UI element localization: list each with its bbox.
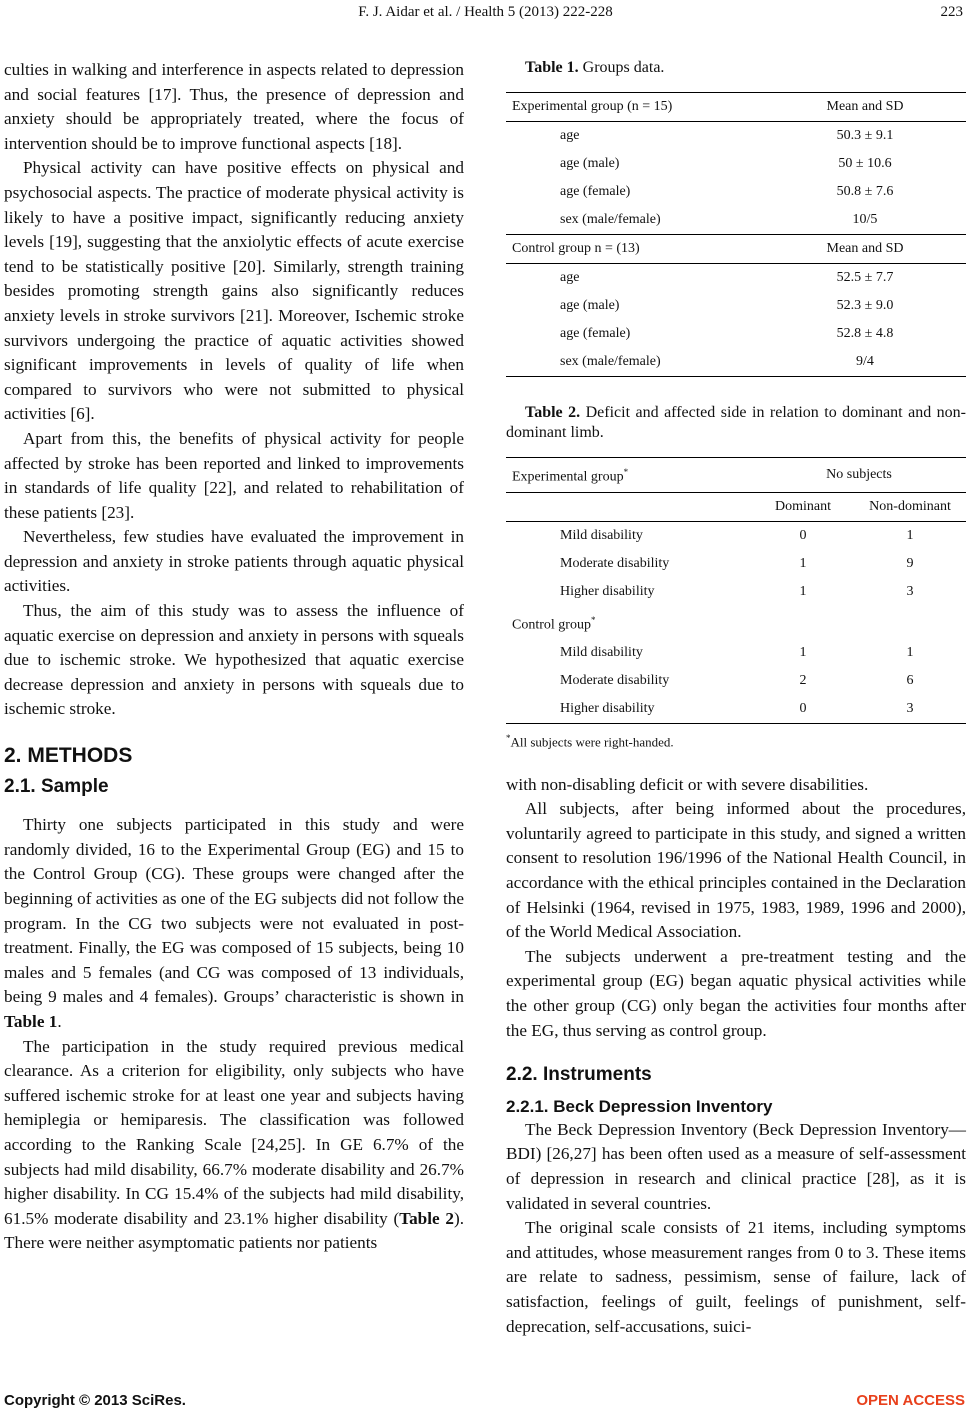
right-column [506,58,966,1339]
paragraph: The original scale consists of 21 items, including symptoms and attitudes, whose measurement ranges from 0 to 3. These items are relate to sadness, pessimism, sense of failure, lack of satisfaction, feelings of guilt, feelings of punishment, self-deprecation, self-accusations, suici- [506,1218,966,1336]
table2-cell-nondom: 3 [906,583,914,599]
table1-value: 50.3 ± 9.1 [836,128,894,143]
paragraph: The subjects underwent a pre-treatment testing and the experimental group (EG) began aquatic physical activities while the other group (CG) only began the activities four months after the EG, thus serving as control group. [506,946,966,1040]
page-number: 223 [940,4,963,20]
table1-label: sex (male/female) [560,212,661,227]
table2-caption: Table 2. Deficit and affected side in relation to dominant and non-dominant limb. [506,404,966,441]
table1-value: 9/4 [856,354,874,369]
table2-cell-label: Moderate disability [560,555,670,571]
table-ref[interactable]: Table 1 [4,1011,58,1031]
table1-row [506,122,966,151]
table1-row [506,178,966,206]
table2-row [506,521,966,550]
paragraph: All subjects, after being informed about the procedures, voluntarily agreed to participate in this study, and signed a written consent to resolution 196/1996 of the National Health Council, in accordance with the ethical principles contained in the Declaration of Helsinki (1964, revised in 1975, 1983, 1989, 1996 and 2000), of the World Medical Association. [506,799,966,942]
table2-group-control: Control group* [512,614,596,633]
table1-value: 52.3 ± 9.0 [836,298,894,313]
subsubsection-heading-bdi: 2.2.1. Beck Depression Inventory [506,1096,773,1116]
table2-row [506,550,966,578]
left-column [4,58,464,1256]
table2-cell-dom: 2 [799,673,807,689]
page-header [0,4,971,26]
paragraph: Nevertheless, few studies have evaluated the improvement in depression and anxiety in stroke patients through aquatic physical activities. [4,527,464,596]
table2-cell-nondom: 3 [906,701,914,717]
table2-row [506,578,966,606]
table1-label: Experimental group (n = 15) [512,99,673,114]
table1-label: sex (male/female) [560,354,661,369]
table2-footnote: *All subjects were right-handed. [506,733,674,750]
table1-value: 10/5 [852,212,878,227]
table2-row [506,667,966,695]
table2-cell-nondom: 1 [906,645,914,661]
table1 [506,92,966,377]
table2-cell-dom: 1 [799,583,807,599]
table2-cell-dom: 0 [799,701,807,717]
table2-cell-label: Mild disability [560,527,643,543]
paragraph: Physical activity can have positive effects on physical and psychosocial aspects. The practice of moderate physical activity is likely to have a positive impact, significantly reducing anxiety levels [19], suggesting that the anxiolytic effects of acute exercise tend to be statistically positive [20]. Similarly, strength training besides promoting strength gains also significantly reduces anxiety levels in stroke survivors [21]. Moreover, Ischemic stroke survivors undergoing the practice of aquatic activities showed significant improvements in levels of quality of life when compared to survivors who were not submitted to physical activities [6]. [4,158,464,424]
paragraph: Thus, the aim of this study was to assess the influence of aquatic exercise on depression and anxiety in persons with squeals due to ischemic stroke. We hypothesized that aquatic exercise decrease depression and anxiety in persons with squeals due to ischemic stroke. [4,601,464,719]
table1-caption: Table 1. Groups data. [525,59,665,76]
table2-cell-dom: 1 [799,645,807,661]
table1-value: 50 ± 10.6 [838,156,892,171]
table1-value: 50.8 ± 7.6 [836,184,894,199]
table2 [506,457,966,724]
paragraph: The participation in the study required previous medical clearance. As a criterion for eligibility, only subjects who have suffered ischemic stroke for at least one year and subjects having hemiplegia or hemiparesis. The classification was followed according to the Ranking Scale [24,25]. In GE 6.7% of the subjects had mild disability, 66.7% moderate disability and 26.7% higher disability. In CG 15.4% of the subjects had mild disability, 61.5% moderate disability and 23.1% higher disability (Table 2). There were neither asymptomatic patients nor patients [4,1036,464,1253]
table1-row [506,206,966,235]
table1-row [506,292,966,320]
copyright: Copyright © 2013 SciRes. [4,1392,186,1409]
table2-cell-dom: 1 [799,555,807,571]
table1-label: age (male) [560,156,620,171]
table1-label: age [560,270,580,285]
table1-label: age (female) [560,326,631,341]
table1-row [506,150,966,178]
table1-row [506,264,966,293]
table2-row [506,695,966,724]
table1-label: Control group n = (13) [512,241,640,256]
table1-label: age (male) [560,298,620,313]
table2-cell-label: Mild disability [560,645,643,661]
table2-cell-nondom: 9 [906,555,914,571]
running-head: F. J. Aidar et al. / Health 5 (2013) 222-228 [358,4,613,20]
table1-row [506,320,966,348]
paragraph: Thirty one subjects participated in this study and were randomly divided, 16 to the Experimental Group (EG) and 15 to the Control Group (CG). These groups were changed after the beginning of activities as one of the EG subjects did not follow the program. In the CG two subjects were not evaluated in post-treatment. Finally, the EG was composed of 15 subjects, being 10 males and 5 females (and CG was composed of 13 individuals, being 9 males and 4 females). Groups’ characteristic is shown in Table 1. [4,815,464,1031]
table2-cell-label: Moderate disability [560,673,670,689]
table2-cell-label: Higher disability [560,583,655,599]
table1-row [506,235,966,264]
section-heading-methods: 2. METHODS [4,744,133,768]
open-access-label: OPEN ACCESS [856,1392,965,1409]
table1-value: Mean and SD [826,241,904,256]
table2-cell-nondom: 1 [906,527,914,543]
table1-row [506,93,966,122]
table2-col-dominant: Dominant [775,498,831,514]
page-footer [0,1392,971,1414]
subsection-heading-sample: 2.1. Sample [4,775,109,797]
table1-row [506,348,966,377]
table2-group-experimental: Experimental group* [512,467,629,485]
paragraph: culties in walking and interference in aspects related to depression and social features [17]. Thus, the presence of depression and anxiety should be appropriately treated, where the focus of intervention should be to improve functional aspects [18]. [4,60,464,153]
table2-row [506,606,966,640]
paragraph: The Beck Depression Inventory (Beck Depression Inventory—BDI) [26,27] has been often used as a measure of self-assessment of depression in research and clinical practice [28], as it is validated in several countries. [506,1119,966,1213]
table1-label: age [560,128,580,143]
table2-cell-dom: 0 [799,527,807,543]
table2-col-group: No subjects [826,466,892,482]
table-ref[interactable]: Table 2 [399,1208,454,1228]
table2-cell-nondom: 6 [906,673,914,689]
table1-value: 52.8 ± 4.8 [836,326,894,341]
table2-col-nondominant: Non-dominant [869,498,951,514]
paragraph: Apart from this, the benefits of physical activity for people affected by stroke has been reported and linked to improvements in standards of life quality [22], and related to rehabilitation of these patients [23]. [4,428,464,522]
table1-label: age (female) [560,184,631,199]
paragraph: with non-disabling deficit or with severe disabilities. [506,774,869,794]
table2-cell-label: Higher disability [560,701,655,717]
table2-row [506,639,966,667]
table1-value: Mean and SD [826,99,904,114]
table1-value: 52.5 ± 7.7 [836,270,894,285]
subsection-heading-instruments: 2.2. Instruments [506,1064,652,1086]
